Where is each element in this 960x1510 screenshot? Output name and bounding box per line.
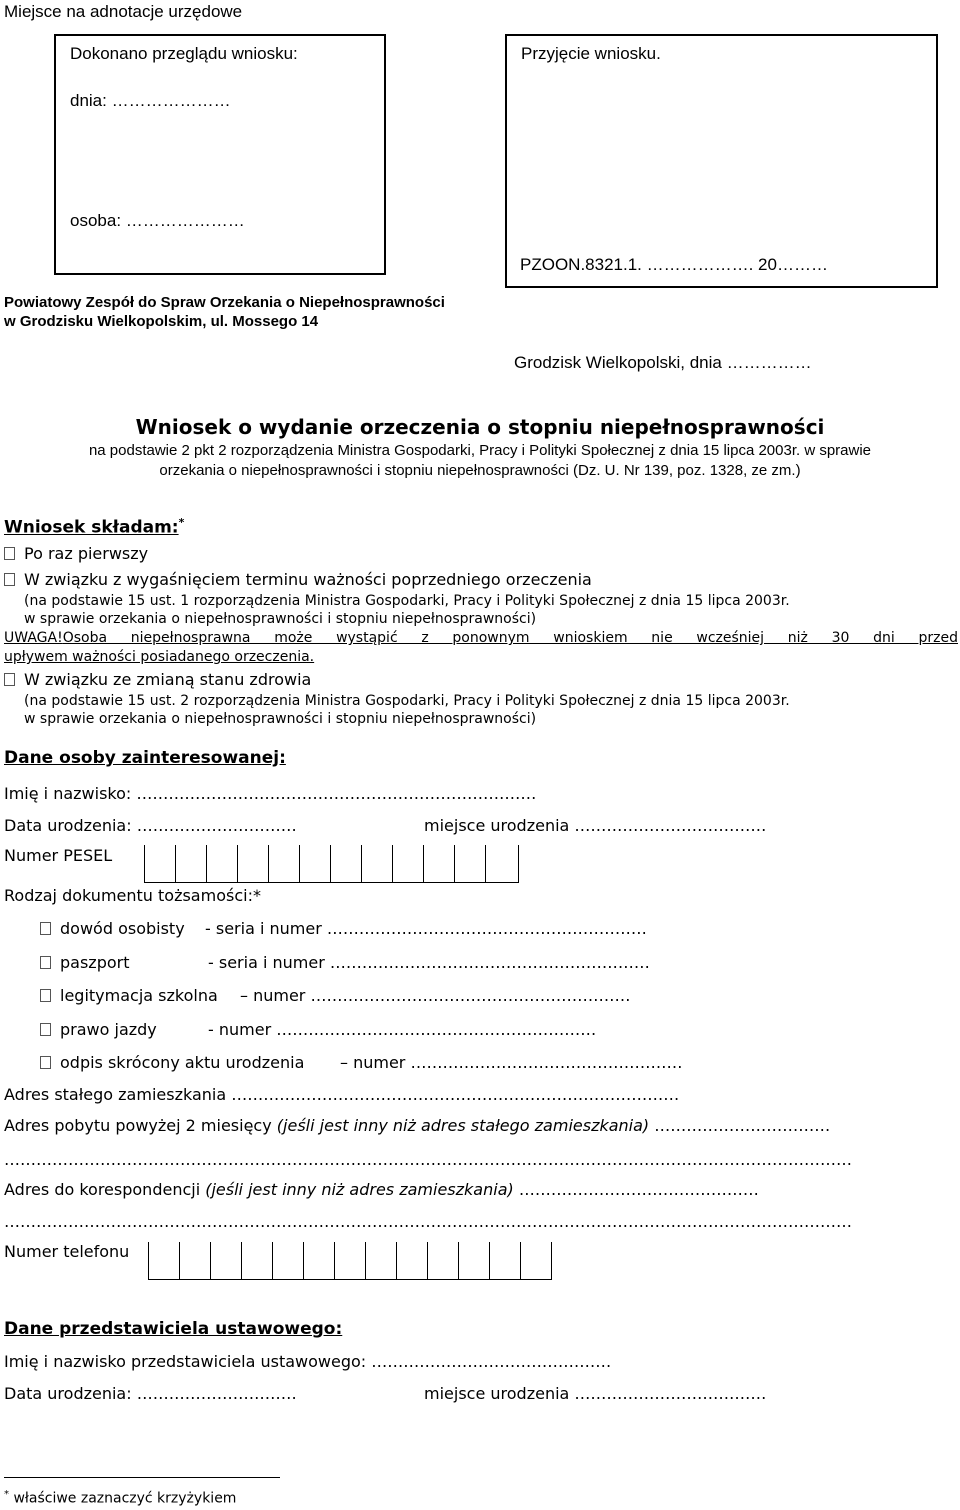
phone-label: Numer telefonu <box>4 1242 130 1261</box>
warning-label: UWAGA! <box>4 630 63 646</box>
stay-address-label: Adres pobytu powyżej 2 miesięcy <box>4 1116 277 1135</box>
phone-digit-cell[interactable] <box>304 1242 335 1280</box>
doc-name: paszport <box>60 953 130 972</box>
checkbox[interactable] <box>4 547 15 560</box>
phone-digit-cell[interactable] <box>273 1242 304 1280</box>
acceptance-label: Przyjęcie wniosku. <box>521 44 661 63</box>
place-date-field[interactable]: Grodzisk Wielkopolski, dnia …………… <box>514 353 812 372</box>
phone-digit-cell[interactable] <box>366 1242 397 1280</box>
review-person-field[interactable]: osoba: ………………… <box>70 211 245 230</box>
person-name-field[interactable]: Imię i nazwisko: ………………………………………………………………… <box>4 784 537 803</box>
phone-digit-cell[interactable] <box>149 1242 180 1280</box>
checkbox[interactable] <box>40 989 51 1002</box>
correspondence-address-line2[interactable]: …………………………………………………………………………………………………………………………………………… <box>4 1212 852 1231</box>
doc-option-passport[interactable] <box>40 953 650 972</box>
stay-address-line2[interactable]: …………………………………………………………………………………………………………………………………………… <box>4 1150 852 1169</box>
doc-detail[interactable]: - seria i numer …………………………………………………… <box>205 919 647 938</box>
doc-type-label: Rodzaj dokumentu tożsamości:* <box>4 886 261 905</box>
pesel-digit-cell[interactable] <box>486 845 519 883</box>
stay-address-field[interactable] <box>4 1116 830 1135</box>
pesel-digit-cell[interactable] <box>238 845 269 883</box>
reference-number: PZOON.8321.1. ………………. 20……… <box>520 255 828 274</box>
permanent-address-field[interactable]: Adres stałego zamieszkania ………………………………………………………………………… <box>4 1085 680 1104</box>
footnote-divider <box>4 1477 280 1478</box>
footnote <box>4 1489 236 1507</box>
legal-basis-line2: orzekania o niepełnosprawności i stopniu niepełnosprawności (Dz. U. Nr 139, poz. 1328, ze zm.) <box>159 462 801 479</box>
checkbox[interactable] <box>4 673 15 686</box>
doc-name: odpis skrócony aktu urodzenia <box>60 1053 305 1072</box>
person-birth-date-field[interactable]: Data urodzenia: ………………………… <box>4 816 297 835</box>
phone-input[interactable] <box>148 1242 552 1280</box>
legal-basis-line1: na podstawie 2 pkt 2 rozporządzenia Ministra Gospodarki, Pracy i Polityki Społecznej z dnia 15 lipca 2003r. w sprawie <box>88 442 872 459</box>
doc-option-id-card[interactable] <box>40 919 647 938</box>
option-health-basis1: (na podstawie 15 ust. 2 rozporządzenia Ministra Gospodarki, Pracy i Polityki Społecznej z dnia 15 lipca 2003r. <box>24 693 790 709</box>
checkbox[interactable] <box>40 922 51 935</box>
correspondence-address-note: (jeśli jest inny niż adres zamieszkania) <box>205 1180 514 1199</box>
pesel-digit-cell[interactable] <box>176 845 207 883</box>
pesel-digit-cell[interactable] <box>362 845 393 883</box>
doc-detail[interactable]: – numer …………………………………………………… <box>240 986 631 1005</box>
doc-name: legitymacja szkolna <box>60 986 218 1005</box>
option-health-change-label: W związku ze zmianą stanu zdrowia <box>24 670 312 689</box>
warning-note <box>4 629 958 667</box>
guardian-name-field[interactable]: Imię i nazwisko przedstawiciela ustawowego: ……………………………………… <box>4 1352 612 1371</box>
option-first-time[interactable] <box>4 544 148 563</box>
option-expiry-basis1: (na podstawie 15 ust. 1 rozporządzenia Ministra Gospodarki, Pracy i Polityki Społecznej z dnia 15 lipca 2003r. <box>24 593 790 609</box>
phone-digit-cell[interactable] <box>397 1242 428 1280</box>
guardian-birth-date-field[interactable]: Data urodzenia: ………………………… <box>4 1384 297 1403</box>
submission-heading-mark: * <box>178 516 185 529</box>
pesel-input[interactable] <box>144 845 519 883</box>
checkbox[interactable] <box>40 1023 51 1036</box>
review-date-field[interactable]: dnia: ………………… <box>70 91 231 110</box>
phone-digit-cell[interactable] <box>335 1242 366 1280</box>
authority-name: Powiatowy Zespół do Spraw Orzekania o Niepełnosprawności <box>4 294 445 311</box>
correspondence-address-field[interactable] <box>4 1180 759 1199</box>
warning-line2: upływem ważności posiadanego orzeczenia. <box>4 649 315 665</box>
pesel-digit-cell[interactable] <box>145 845 176 883</box>
submission-heading <box>4 516 184 538</box>
doc-detail[interactable]: - numer …………………………………………………… <box>208 1020 597 1039</box>
person-birth-place-field[interactable]: miejsce urodzenia ……………………………… <box>424 816 767 835</box>
checkbox[interactable] <box>40 1056 51 1069</box>
phone-digit-cell[interactable] <box>211 1242 242 1280</box>
official-note-label: Miejsce na adnotacje urzędowe <box>4 2 243 21</box>
stay-address-dots[interactable]: …………………………… <box>649 1116 831 1135</box>
footnote-mark: * <box>4 1489 9 1500</box>
phone-digit-cell[interactable] <box>490 1242 521 1280</box>
warning-text: Osoba niepełnosprawna może wystąpić z ponownym wnioskiem nie wcześniej niż 30 dni przed <box>62 630 958 646</box>
authority-address: w Grodzisku Wielkopolskim, ul. Mossego 14 <box>4 313 319 330</box>
option-expiry-basis2: w sprawie orzekania o niepełnosprawności i stopniu niepełnosprawności) <box>24 611 537 627</box>
warning-line1 <box>4 629 958 648</box>
footnote-text: właściwe zaznaczyć krzyżykiem <box>9 1490 237 1507</box>
doc-name: dowód osobisty <box>60 919 185 938</box>
checkbox[interactable] <box>4 573 15 586</box>
phone-digit-cell[interactable] <box>459 1242 490 1280</box>
pesel-digit-cell[interactable] <box>455 845 486 883</box>
option-expiry[interactable] <box>4 570 592 589</box>
correspondence-address-dots[interactable]: ……………………………………… <box>513 1180 759 1199</box>
guardian-heading: Dane przedstawiciela ustawowego: <box>4 1319 343 1339</box>
phone-digit-cell[interactable] <box>521 1242 552 1280</box>
doc-name: prawo jazdy <box>60 1020 157 1039</box>
pesel-digit-cell[interactable] <box>393 845 424 883</box>
checkbox[interactable] <box>40 956 51 969</box>
phone-digit-cell[interactable] <box>180 1242 211 1280</box>
phone-digit-cell[interactable] <box>242 1242 273 1280</box>
doc-option-school-id[interactable] <box>40 986 630 1005</box>
person-heading: Dane osoby zainteresowanej: <box>4 748 286 768</box>
doc-detail[interactable]: - seria i numer …………………………………………………… <box>208 953 650 972</box>
stay-address-note: (jeśli jest inny niż adres stałego zamieszkania) <box>276 1116 650 1135</box>
option-expiry-label: W związku z wygaśnięciem terminu ważności poprzedniego orzeczenia <box>24 570 592 589</box>
doc-option-driving-license[interactable] <box>40 1020 596 1039</box>
option-health-basis2: w sprawie orzekania o niepełnosprawności i stopniu niepełnosprawności) <box>24 711 537 727</box>
pesel-digit-cell[interactable] <box>300 845 331 883</box>
submission-heading-text: Wniosek składam: <box>4 517 179 538</box>
doc-option-birth-certificate[interactable] <box>40 1053 682 1072</box>
page-title: Wniosek o wydanie orzeczenia o stopniu niepełnosprawności <box>135 415 825 439</box>
doc-detail[interactable]: – numer …………………………………………… <box>340 1053 683 1072</box>
pesel-digit-cell[interactable] <box>207 845 238 883</box>
review-box <box>54 34 386 275</box>
pesel-digit-cell[interactable] <box>424 845 455 883</box>
correspondence-address-label: Adres do korespondencji <box>4 1180 206 1199</box>
guardian-birth-place-field[interactable]: miejsce urodzenia ……………………………… <box>424 1384 767 1403</box>
pesel-label: Numer PESEL <box>4 846 113 865</box>
acceptance-box <box>505 34 938 288</box>
pesel-digit-cell[interactable] <box>331 845 362 883</box>
option-health-change[interactable] <box>4 670 311 689</box>
option-first-time-label: Po raz pierwszy <box>24 544 149 563</box>
review-label: Dokonano przeglądu wniosku: <box>70 44 298 63</box>
phone-digit-cell[interactable] <box>428 1242 459 1280</box>
pesel-digit-cell[interactable] <box>269 845 300 883</box>
